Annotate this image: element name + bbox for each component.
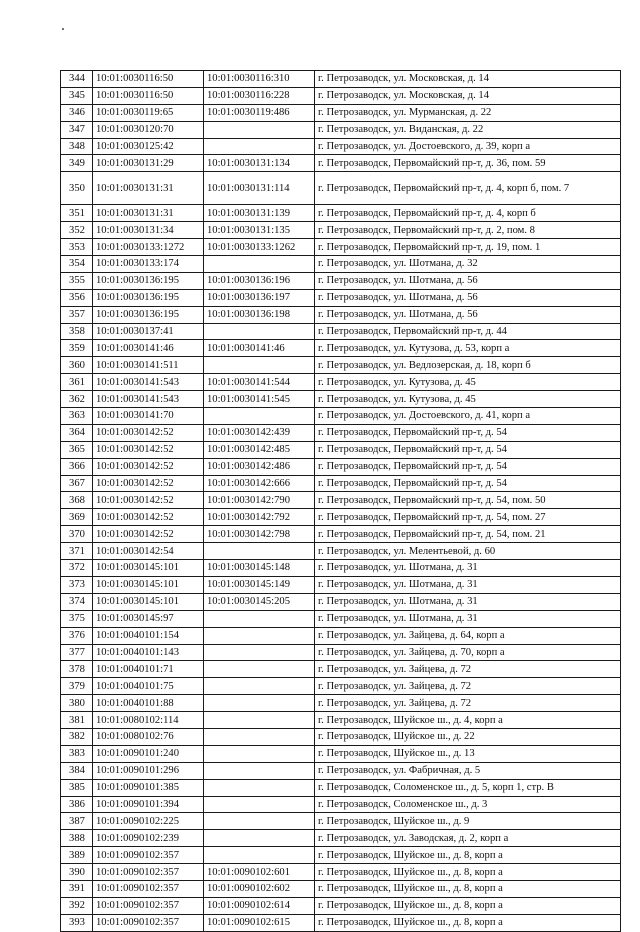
premises-cadastral-number-cell	[204, 408, 315, 425]
table-row	[61, 256, 621, 273]
address-cell: г. Петрозаводск, ул. Шотмана, д. 56	[315, 289, 621, 306]
address-cell: г. Петрозаводск, Первомайский пр-т, д. 54	[315, 441, 621, 458]
address-cell: г. Петрозаводск, ул. Шотмана, д. 31	[315, 576, 621, 593]
address-cell: г. Петрозаводск, Соломенское ш., д. 3	[315, 796, 621, 813]
address-cell: г. Петрозаводск, ул. Шотмана, д. 56	[315, 306, 621, 323]
cadastral-number-cell: 10:01:0030136:195	[93, 306, 204, 323]
address-cell: г. Петрозаводск, ул. Зайцева, д. 72	[315, 695, 621, 712]
row-number-cell: 392	[61, 897, 93, 914]
premises-cadastral-number-cell: 10:01:0030142:486	[204, 458, 315, 475]
address-cell: г. Петрозаводск, Шуйское ш., д. 8, корп а	[315, 914, 621, 931]
table-row	[61, 644, 621, 661]
premises-cadastral-number-cell: 10:01:0030136:198	[204, 306, 315, 323]
table-row	[61, 864, 621, 881]
cadastral-number-cell: 10:01:0030131:31	[93, 172, 204, 205]
table-row	[61, 340, 621, 357]
cadastral-number-cell: 10:01:0030141:511	[93, 357, 204, 374]
cadastral-number-cell: 10:01:0030131:34	[93, 222, 204, 239]
address-cell: г. Петрозаводск, Шуйское ш., д. 8, корп а	[315, 847, 621, 864]
address-cell: г. Петрозаводск, ул. Шотмана, д. 31	[315, 560, 621, 577]
cadastral-number-cell: 10:01:0040101:71	[93, 661, 204, 678]
address-cell: г. Петрозаводск, ул. Шотмана, д. 31	[315, 593, 621, 610]
cadastral-number-cell: 10:01:0090102:357	[93, 914, 204, 931]
row-number-cell: 375	[61, 610, 93, 627]
cadastral-number-cell: 10:01:0030131:31	[93, 205, 204, 222]
row-number-cell: 379	[61, 678, 93, 695]
cadastral-number-cell: 10:01:0090102:357	[93, 897, 204, 914]
table-row	[61, 155, 621, 172]
cadastral-number-cell: 10:01:0030141:543	[93, 391, 204, 408]
premises-cadastral-number-cell	[204, 543, 315, 560]
premises-cadastral-number-cell: 10:01:0030131:139	[204, 205, 315, 222]
row-number-cell: 369	[61, 509, 93, 526]
row-number-cell: 358	[61, 323, 93, 340]
cadastral-number-cell: 10:01:0030142:52	[93, 475, 204, 492]
address-cell: г. Петрозаводск, ул. Московская, д. 14	[315, 71, 621, 88]
row-number-cell: 372	[61, 560, 93, 577]
row-number-cell: 355	[61, 272, 93, 289]
table-row	[61, 593, 621, 610]
address-cell: г. Петрозаводск, ул. Шотмана, д. 31	[315, 610, 621, 627]
premises-cadastral-number-cell	[204, 138, 315, 155]
table-row	[61, 847, 621, 864]
cadastral-number-cell: 10:01:0090101:394	[93, 796, 204, 813]
premises-cadastral-number-cell: 10:01:0030142:666	[204, 475, 315, 492]
row-number-cell: 347	[61, 121, 93, 138]
premises-cadastral-number-cell: 10:01:0030142:798	[204, 526, 315, 543]
row-number-cell: 382	[61, 728, 93, 745]
row-number-cell: 373	[61, 576, 93, 593]
table-row	[61, 289, 621, 306]
address-cell: г. Петрозаводск, ул. Шотмана, д. 32	[315, 256, 621, 273]
table-row	[61, 914, 621, 931]
row-number-cell: 385	[61, 779, 93, 796]
table-row	[61, 796, 621, 813]
premises-cadastral-number-cell	[204, 661, 315, 678]
row-number-cell: 377	[61, 644, 93, 661]
address-cell: г. Петрозаводск, Шуйское ш., д. 22	[315, 728, 621, 745]
address-cell: г. Петрозаводск, ул. Московская, д. 14	[315, 87, 621, 104]
premises-cadastral-number-cell	[204, 695, 315, 712]
premises-cadastral-number-cell: 10:01:0030141:545	[204, 391, 315, 408]
premises-cadastral-number-cell: 10:01:0030119:486	[204, 104, 315, 121]
premises-cadastral-number-cell: 10:01:0030145:149	[204, 576, 315, 593]
address-cell: г. Петрозаводск, ул. Зайцева, д. 72	[315, 678, 621, 695]
row-number-cell: 349	[61, 155, 93, 172]
address-cell: г. Петрозаводск, ул. Зайцева, д. 70, корп а	[315, 644, 621, 661]
premises-cadastral-number-cell: 10:01:0030116:310	[204, 71, 315, 88]
address-cell: г. Петрозаводск, ул. Шотмана, д. 56	[315, 272, 621, 289]
table-row	[61, 424, 621, 441]
table-row	[61, 543, 621, 560]
premises-cadastral-number-cell: 10:01:0030142:790	[204, 492, 315, 509]
row-number-cell: 387	[61, 813, 93, 830]
cadastral-number-cell: 10:01:0030142:52	[93, 492, 204, 509]
cadastral-number-cell: 10:01:0030125:42	[93, 138, 204, 155]
cadastral-number-cell: 10:01:0090102:357	[93, 880, 204, 897]
cadastral-number-cell: 10:01:0090101:296	[93, 762, 204, 779]
row-number-cell: 344	[61, 71, 93, 88]
row-number-cell: 350	[61, 172, 93, 205]
row-number-cell: 362	[61, 391, 93, 408]
address-cell: г. Петрозаводск, ул. Мурманская, д. 22	[315, 104, 621, 121]
row-number-cell: 374	[61, 593, 93, 610]
table-row	[61, 323, 621, 340]
cadastral-number-cell: 10:01:0030133:1272	[93, 239, 204, 256]
premises-cadastral-number-cell	[204, 728, 315, 745]
table-row	[61, 138, 621, 155]
premises-cadastral-number-cell: 10:01:0030131:114	[204, 172, 315, 205]
address-cell: г. Петрозаводск, Соломенское ш., д. 5, корп 1, стр. В	[315, 779, 621, 796]
premises-cadastral-number-cell	[204, 745, 315, 762]
premises-cadastral-number-cell: 10:01:0030133:1262	[204, 239, 315, 256]
cadastral-number-cell: 10:01:0030142:52	[93, 458, 204, 475]
table-row	[61, 475, 621, 492]
premises-cadastral-number-cell: 10:01:0090102:615	[204, 914, 315, 931]
table-row	[61, 661, 621, 678]
cadastral-number-cell: 10:01:0080102:76	[93, 728, 204, 745]
row-number-cell: 366	[61, 458, 93, 475]
address-cell: г. Петрозаводск, Первомайский пр-т, д. 19, пом. 1	[315, 239, 621, 256]
premises-cadastral-number-cell	[204, 847, 315, 864]
premises-cadastral-number-cell: 10:01:0030145:148	[204, 560, 315, 577]
cadastral-number-cell: 10:01:0030136:195	[93, 289, 204, 306]
address-cell: г. Петрозаводск, Первомайский пр-т, д. 36, пом. 59	[315, 155, 621, 172]
premises-cadastral-number-cell: 10:01:0030142:439	[204, 424, 315, 441]
table-row	[61, 509, 621, 526]
premises-cadastral-number-cell	[204, 813, 315, 830]
address-cell: г. Петрозаводск, Первомайский пр-т, д. 44	[315, 323, 621, 340]
address-cell: г. Петрозаводск, ул. Кутузова, д. 53, корп а	[315, 340, 621, 357]
address-cell: г. Петрозаводск, Первомайский пр-т, д. 54	[315, 424, 621, 441]
table-row	[61, 357, 621, 374]
address-cell: г. Петрозаводск, Первомайский пр-т, д. 4, корп б, пом. 7	[315, 172, 621, 205]
property-table-body	[61, 71, 621, 932]
address-cell: г. Петрозаводск, Первомайский пр-т, д. 54	[315, 475, 621, 492]
table-row	[61, 627, 621, 644]
cadastral-number-cell: 10:01:0030136:195	[93, 272, 204, 289]
cadastral-number-cell: 10:01:0030145:97	[93, 610, 204, 627]
address-cell: г. Петрозаводск, ул. Виданская, д. 22	[315, 121, 621, 138]
premises-cadastral-number-cell: 10:01:0030142:792	[204, 509, 315, 526]
cadastral-number-cell: 10:01:0090102:239	[93, 830, 204, 847]
cadastral-number-cell: 10:01:0030137:41	[93, 323, 204, 340]
row-number-cell: 383	[61, 745, 93, 762]
cadastral-number-cell: 10:01:0030120:70	[93, 121, 204, 138]
cadastral-number-cell: 10:01:0040101:154	[93, 627, 204, 644]
premises-cadastral-number-cell	[204, 357, 315, 374]
address-cell: г. Петрозаводск, Шуйское ш., д. 4, корп а	[315, 712, 621, 729]
table-row	[61, 458, 621, 475]
premises-cadastral-number-cell: 10:01:0030145:205	[204, 593, 315, 610]
address-cell: г. Петрозаводск, Шуйское ш., д. 8, корп а	[315, 897, 621, 914]
row-number-cell: 388	[61, 830, 93, 847]
cadastral-number-cell: 10:01:0090102:357	[93, 847, 204, 864]
cadastral-number-cell: 10:01:0030142:52	[93, 424, 204, 441]
row-number-cell: 386	[61, 796, 93, 813]
address-cell: г. Петрозаводск, ул. Достоевского, д. 39, корп а	[315, 138, 621, 155]
table-row	[61, 391, 621, 408]
row-number-cell: 376	[61, 627, 93, 644]
premises-cadastral-number-cell: 10:01:0030131:134	[204, 155, 315, 172]
table-row	[61, 408, 621, 425]
premises-cadastral-number-cell: 10:01:0030136:197	[204, 289, 315, 306]
table-row	[61, 779, 621, 796]
table-row	[61, 526, 621, 543]
address-cell: г. Петрозаводск, ул. Кутузова, д. 45	[315, 391, 621, 408]
cadastral-number-cell: 10:01:0030141:543	[93, 374, 204, 391]
table-row	[61, 205, 621, 222]
row-number-cell: 389	[61, 847, 93, 864]
row-number-cell: 378	[61, 661, 93, 678]
row-number-cell: 348	[61, 138, 93, 155]
cadastral-number-cell: 10:01:0090101:385	[93, 779, 204, 796]
row-number-cell: 368	[61, 492, 93, 509]
row-number-cell: 393	[61, 914, 93, 931]
cadastral-number-cell: 10:01:0040101:143	[93, 644, 204, 661]
premises-cadastral-number-cell: 10:01:0090102:614	[204, 897, 315, 914]
row-number-cell: 361	[61, 374, 93, 391]
cadastral-number-cell: 10:01:0030141:46	[93, 340, 204, 357]
premises-cadastral-number-cell	[204, 830, 315, 847]
premises-cadastral-number-cell: 10:01:0030141:46	[204, 340, 315, 357]
row-number-cell: 371	[61, 543, 93, 560]
table-row	[61, 695, 621, 712]
table-row	[61, 272, 621, 289]
table-row	[61, 813, 621, 830]
address-cell: г. Петрозаводск, ул. Мелентьевой, д. 60	[315, 543, 621, 560]
address-cell: г. Петрозаводск, Первомайский пр-т, д. 4, корп б	[315, 205, 621, 222]
premises-cadastral-number-cell	[204, 323, 315, 340]
premises-cadastral-number-cell	[204, 779, 315, 796]
premises-cadastral-number-cell	[204, 256, 315, 273]
premises-cadastral-number-cell	[204, 627, 315, 644]
address-cell: г. Петрозаводск, Первомайский пр-т, д. 54, пом. 50	[315, 492, 621, 509]
row-number-cell: 354	[61, 256, 93, 273]
address-cell: г. Петрозаводск, ул. Достоевского, д. 41, корп а	[315, 408, 621, 425]
address-cell: г. Петрозаводск, ул. Кутузова, д. 45	[315, 374, 621, 391]
row-number-cell: 360	[61, 357, 93, 374]
address-cell: г. Петрозаводск, Первомайский пр-т, д. 54, пом. 21	[315, 526, 621, 543]
row-number-cell: 346	[61, 104, 93, 121]
cadastral-number-cell: 10:01:0030141:70	[93, 408, 204, 425]
address-cell: г. Петрозаводск, ул. Зайцева, д. 72	[315, 661, 621, 678]
row-number-cell: 356	[61, 289, 93, 306]
table-row	[61, 492, 621, 509]
table-row	[61, 172, 621, 205]
row-number-cell: 363	[61, 408, 93, 425]
cadastral-number-cell: 10:01:0040101:75	[93, 678, 204, 695]
cadastral-number-cell: 10:01:0030133:174	[93, 256, 204, 273]
table-row	[61, 678, 621, 695]
address-cell: г. Петрозаводск, ул. Зайцева, д. 64, корп а	[315, 627, 621, 644]
table-row	[61, 374, 621, 391]
address-cell: г. Петрозаводск, Шуйское ш., д. 8, корп а	[315, 864, 621, 881]
cadastral-number-cell: 10:01:0090101:240	[93, 745, 204, 762]
table-row	[61, 71, 621, 88]
table-row	[61, 121, 621, 138]
address-cell: г. Петрозаводск, Первомайский пр-т, д. 54	[315, 458, 621, 475]
premises-cadastral-number-cell: 10:01:0030116:228	[204, 87, 315, 104]
table-row	[61, 306, 621, 323]
row-number-cell: 345	[61, 87, 93, 104]
table-row	[61, 728, 621, 745]
table-row	[61, 897, 621, 914]
table-row	[61, 104, 621, 121]
address-cell: г. Петрозаводск, ул. Заводская, д. 2, корп а	[315, 830, 621, 847]
premises-cadastral-number-cell	[204, 796, 315, 813]
cadastral-number-cell: 10:01:0090102:357	[93, 864, 204, 881]
row-number-cell: 351	[61, 205, 93, 222]
premises-cadastral-number-cell: 10:01:0030136:196	[204, 272, 315, 289]
cadastral-number-cell: 10:01:0030131:29	[93, 155, 204, 172]
cadastral-number-cell: 10:01:0090102:225	[93, 813, 204, 830]
cadastral-number-cell: 10:01:0030145:101	[93, 593, 204, 610]
table-row	[61, 610, 621, 627]
row-number-cell: 390	[61, 864, 93, 881]
row-number-cell: 364	[61, 424, 93, 441]
premises-cadastral-number-cell	[204, 610, 315, 627]
cadastral-number-cell: 10:01:0030142:52	[93, 441, 204, 458]
premises-cadastral-number-cell	[204, 678, 315, 695]
scan-speck	[62, 28, 64, 30]
table-row	[61, 712, 621, 729]
premises-cadastral-number-cell: 10:01:0030131:135	[204, 222, 315, 239]
row-number-cell: 352	[61, 222, 93, 239]
row-number-cell: 391	[61, 880, 93, 897]
address-cell: г. Петрозаводск, Шуйское ш., д. 9	[315, 813, 621, 830]
row-number-cell: 365	[61, 441, 93, 458]
cadastral-number-cell: 10:01:0030116:50	[93, 87, 204, 104]
table-row	[61, 560, 621, 577]
property-table	[60, 70, 621, 932]
premises-cadastral-number-cell: 10:01:0030141:544	[204, 374, 315, 391]
premises-cadastral-number-cell: 10:01:0090102:602	[204, 880, 315, 897]
cadastral-number-cell: 10:01:0030142:54	[93, 543, 204, 560]
row-number-cell: 353	[61, 239, 93, 256]
premises-cadastral-number-cell: 10:01:0090102:601	[204, 864, 315, 881]
table-row	[61, 239, 621, 256]
cadastral-number-cell: 10:01:0030145:101	[93, 560, 204, 577]
row-number-cell: 370	[61, 526, 93, 543]
premises-cadastral-number-cell	[204, 762, 315, 779]
table-row	[61, 441, 621, 458]
table-row	[61, 762, 621, 779]
table-row	[61, 222, 621, 239]
premises-cadastral-number-cell: 10:01:0030142:485	[204, 441, 315, 458]
table-row	[61, 745, 621, 762]
premises-cadastral-number-cell	[204, 644, 315, 661]
address-cell: г. Петрозаводск, ул. Фабричная, д. 5	[315, 762, 621, 779]
address-cell: г. Петрозаводск, Шуйское ш., д. 13	[315, 745, 621, 762]
row-number-cell: 384	[61, 762, 93, 779]
row-number-cell: 359	[61, 340, 93, 357]
cadastral-number-cell: 10:01:0030119:65	[93, 104, 204, 121]
address-cell: г. Петрозаводск, Шуйское ш., д. 8, корп а	[315, 880, 621, 897]
cadastral-number-cell: 10:01:0040101:88	[93, 695, 204, 712]
address-cell: г. Петрозаводск, ул. Ведлозерская, д. 18, корп б	[315, 357, 621, 374]
cadastral-number-cell: 10:01:0030142:52	[93, 509, 204, 526]
table-row	[61, 87, 621, 104]
cadastral-number-cell: 10:01:0080102:114	[93, 712, 204, 729]
table-row	[61, 830, 621, 847]
cadastral-number-cell: 10:01:0030145:101	[93, 576, 204, 593]
address-cell: г. Петрозаводск, Первомайский пр-т, д. 2, пом. 8	[315, 222, 621, 239]
premises-cadastral-number-cell	[204, 712, 315, 729]
row-number-cell: 380	[61, 695, 93, 712]
row-number-cell: 357	[61, 306, 93, 323]
premises-cadastral-number-cell	[204, 121, 315, 138]
address-cell: г. Петрозаводск, Первомайский пр-т, д. 54, пом. 27	[315, 509, 621, 526]
cadastral-number-cell: 10:01:0030142:52	[93, 526, 204, 543]
row-number-cell: 381	[61, 712, 93, 729]
table-row	[61, 880, 621, 897]
row-number-cell: 367	[61, 475, 93, 492]
table-row	[61, 576, 621, 593]
cadastral-number-cell: 10:01:0030116:50	[93, 71, 204, 88]
